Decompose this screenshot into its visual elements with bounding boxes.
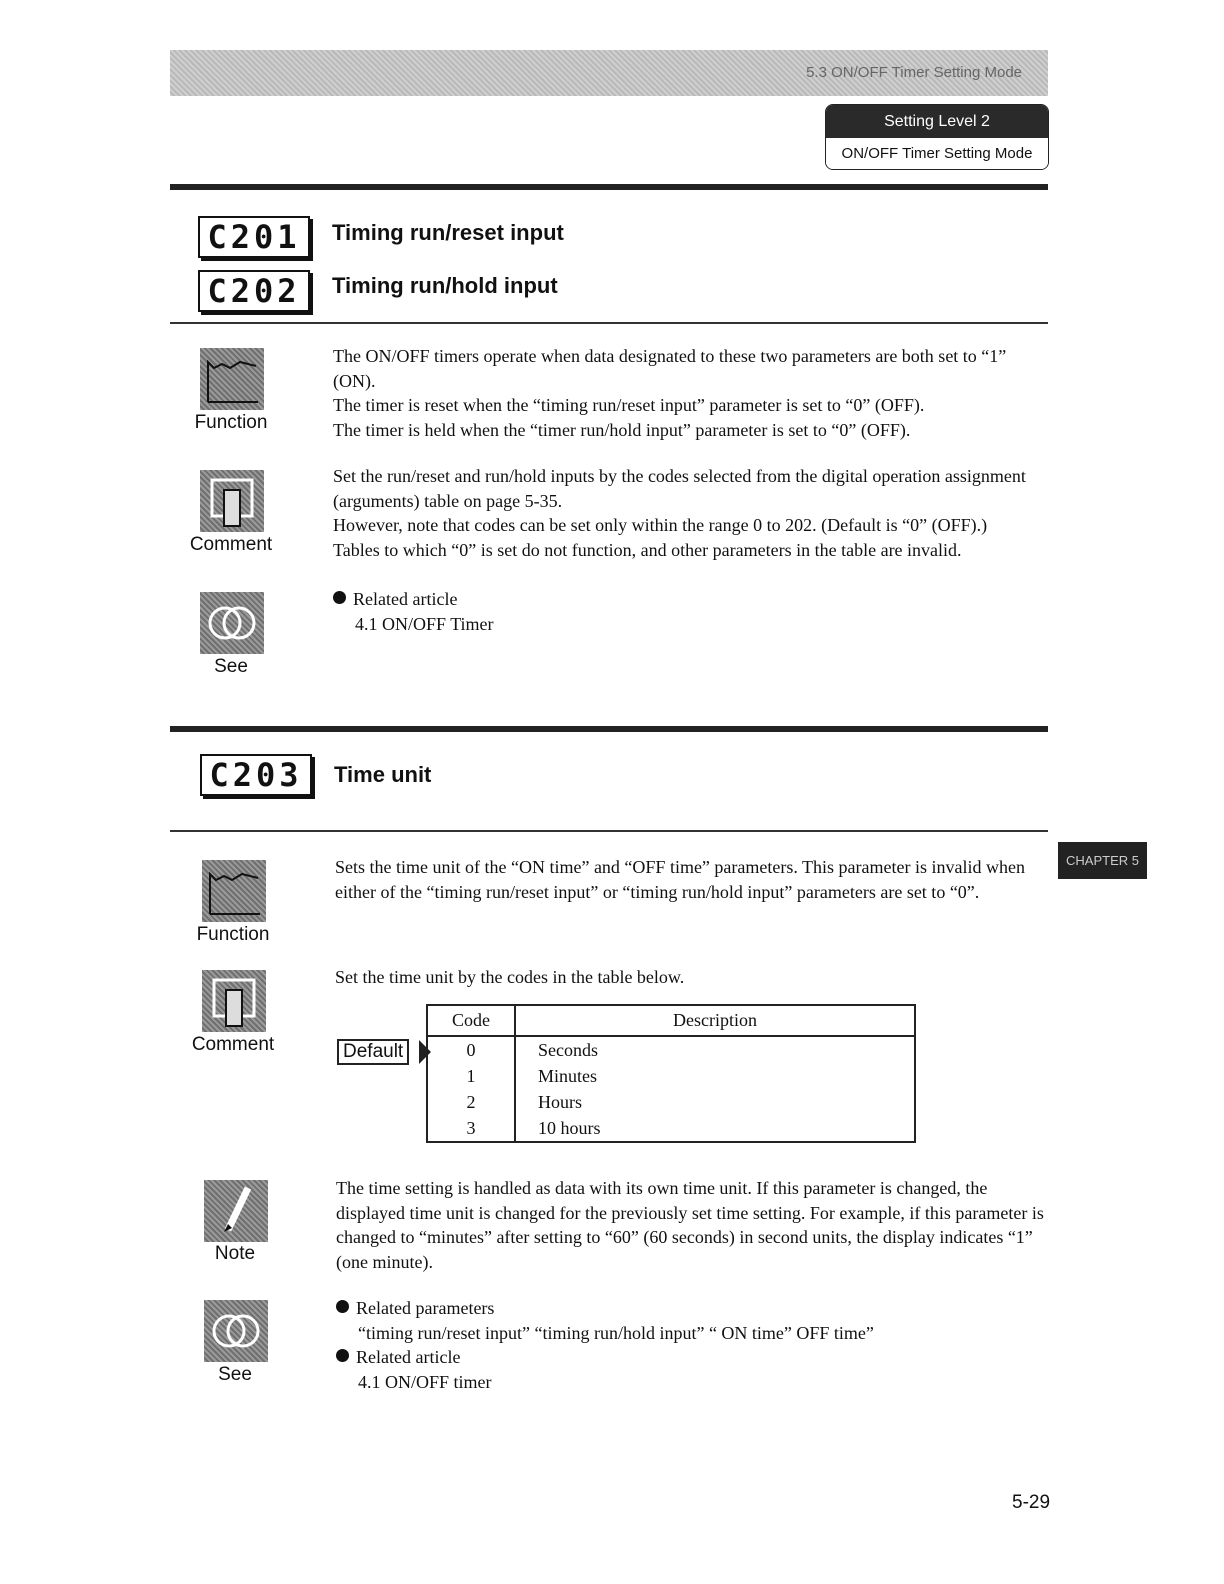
note-text: The time setting is handled as data with its own time unit. If this parameter is changed, the displayed time unit is changed for the previously set time setting. For example, if this parameter is changed to “minutes” after setting to “60” (60 seconds) in second units, the display indicates “1” (one minute). [336, 1178, 1044, 1272]
table-header: Description [515, 1005, 915, 1036]
see-icon [200, 592, 264, 654]
function-text: The ON/OFF timers operate when data designated to these two parameters are both set to “1” (ON). The timer is reset when the “timing run/reset input” parameter is set to “0” (OFF). The timer is held when the “timer run/hold input” parameter is set to “0” (OFF). [333, 346, 1007, 440]
divider [170, 726, 1048, 732]
see-label: See [218, 1364, 252, 1385]
note-label: Note [214, 1243, 256, 1264]
divider [170, 322, 1048, 324]
page-number: 5-29 [1012, 1492, 1051, 1513]
setting-level-box [825, 104, 1049, 170]
comment-label: Comment [189, 534, 273, 555]
function-label: Function [194, 412, 268, 433]
bullet-icon [336, 1300, 349, 1313]
related-article: Related article 4.1 ON/OFF Timer [333, 587, 1049, 636]
function-text: Sets the time unit of the “ON time” and “OFF time” parameters. This parameter is invalid when either of the “timing run/reset input” or “timing run/hold input” parameters are set to “0”. [335, 857, 1025, 902]
comment-icon [200, 470, 264, 532]
table-row: 1 Minutes [427, 1063, 915, 1089]
table-row: 3 10 hours [427, 1115, 915, 1142]
comment-icon [202, 970, 266, 1032]
param-code-display: C201 [198, 216, 310, 258]
related-list: Related parameters “timing run/reset input” “timing run/hold input” “ ON time” OFF time” Related article 4.1 ON/OFF timer [336, 1296, 1052, 1394]
table-header: Code [427, 1005, 515, 1036]
function-icon [202, 860, 266, 922]
table-row: 2 Hours [427, 1089, 915, 1115]
header-band [170, 50, 1048, 96]
chapter-tab: CHAPTER 5 [1058, 842, 1147, 879]
table-row: 0 Seconds [427, 1036, 915, 1063]
param-title: Time unit [334, 762, 432, 787]
setting-level-label: Setting Level 2 [826, 105, 1048, 138]
function-label: Function [196, 924, 270, 945]
note-icon [204, 1180, 268, 1242]
divider [170, 830, 1048, 832]
comment-text: Set the run/reset and run/hold inputs by the codes selected from the digital operation assignment (arguments) table on page 5-35. However, note that codes can be set only within the range 0 to 202. (Default is “0” (OFF).) Tables to which “0” is set do not function, and other parameters in the table are invalid. [333, 466, 1026, 560]
comment-label: Comment [191, 1034, 275, 1055]
time-unit-table [426, 1004, 916, 1143]
see-label: See [214, 656, 248, 677]
param-title: Timing run/hold input [332, 273, 558, 298]
divider [170, 184, 1048, 190]
default-tag: Default [337, 1039, 409, 1065]
param-code-display: C202 [198, 270, 310, 312]
function-icon [200, 348, 264, 410]
section-header: 5.3 ON/OFF Timer Setting Mode [806, 64, 1022, 81]
param-title: Timing run/reset input [332, 220, 564, 245]
setting-mode-label: ON/OFF Timer Setting Mode [826, 138, 1048, 169]
comment-text: Set the time unit by the codes in the table below. [335, 967, 685, 987]
bullet-icon [333, 591, 346, 604]
bullet-icon [336, 1349, 349, 1362]
param-code-display: C203 [200, 754, 312, 796]
see-icon [204, 1300, 268, 1362]
